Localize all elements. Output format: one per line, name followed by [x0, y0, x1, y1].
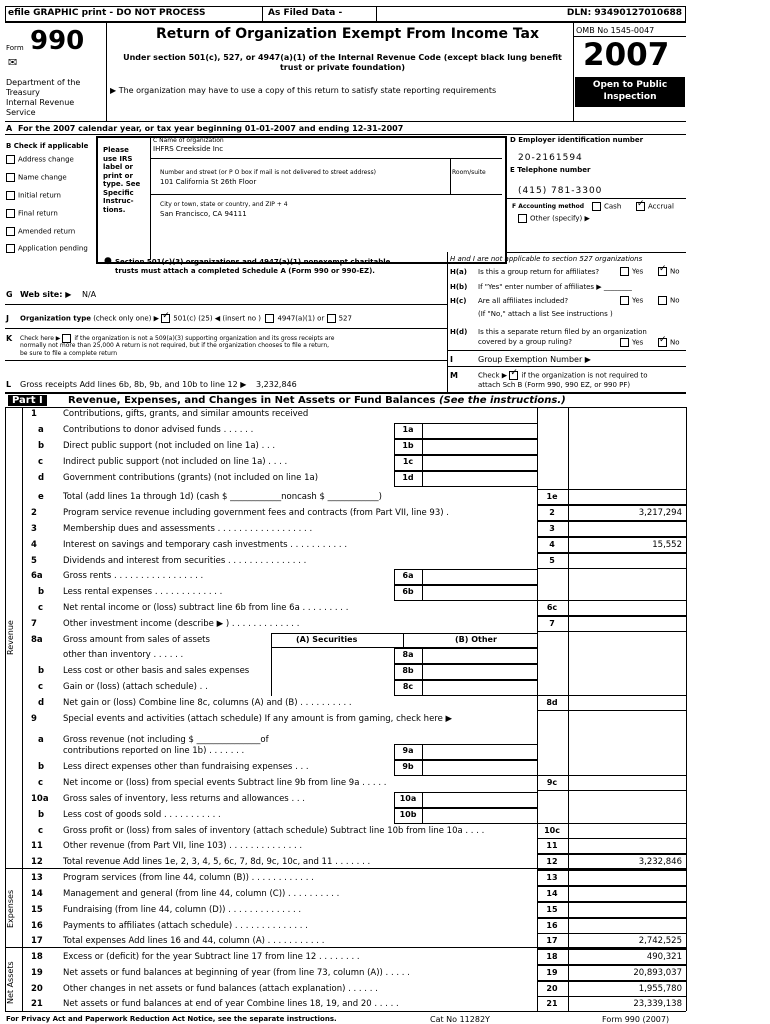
line-description: Excess or (deficit) for the year Subtract line 17 from line 12 . . . . . . . . [63, 952, 360, 962]
org-type-line: Organization type (check only one) ▶ ✓501(c) (25) ◀ (insert no ) 4947(a)(1) or 527 [20, 314, 352, 323]
amount-line-label: 20 [546, 984, 558, 993]
line-description: Gross amount from sales of assets [63, 635, 210, 645]
line-number: b [38, 587, 45, 597]
org-type-4947-checkbox[interactable] [265, 314, 274, 323]
line-number: c [38, 826, 44, 836]
accrual-option[interactable]: ✓ Accrual [636, 202, 674, 211]
line-number: 13 [31, 873, 43, 883]
hd-yes[interactable]: Yes [620, 338, 643, 347]
gross-receipts-value[interactable]: 3,232,846 [256, 380, 297, 389]
line-number: 2 [31, 508, 37, 518]
ein-value[interactable]: 20-2161594 [518, 153, 583, 163]
hc-yes[interactable]: Yes [620, 296, 643, 305]
line-description: Total revenue Add lines 1e, 2, 3, 4, 5, 6c, 7, 8d, 9c, 10c, and 11 . . . . . . . [63, 857, 371, 867]
line-number: 9 [31, 714, 37, 724]
k-text4: be sure to file a complete return [20, 350, 118, 357]
line-description: Gross revenue (not including $ _______________of [63, 735, 269, 745]
ha-no-checkbox[interactable] [658, 267, 667, 276]
hc-note: (If "No," attach a list See instructions ) [478, 310, 613, 318]
other-method-checkbox[interactable] [518, 214, 527, 223]
line-number: 8a [31, 635, 43, 645]
section-501-text2: trusts must attach a completed Schedule A (Form 990 or 990-EZ). [115, 267, 375, 275]
line-number: e [38, 492, 44, 502]
subline-label: 1b [402, 441, 414, 450]
hd-text2: covered by a group ruling? [478, 338, 572, 346]
subline-label: 1c [402, 457, 414, 466]
form-title: Return of Organization Exempt From Income Tax [156, 26, 540, 42]
line-description: Less direct expenses other than fundraising expenses . . . [63, 762, 309, 772]
line-description: Membership dues and assessments . . . . . . . . . . . . . . . . . . [63, 524, 313, 534]
m-checkbox[interactable] [509, 371, 518, 380]
subline-label: 1d [402, 473, 414, 482]
line-description: Net assets or fund balances at end of year Combine lines 18, 19, and 20 . . . . . [63, 999, 399, 1009]
line-description: Program services (from line 44, column (B)) . . . . . . . . . . . . [63, 873, 314, 883]
expenses-side-label: Expenses [6, 889, 15, 928]
ha-label: H(a) [450, 268, 467, 276]
street-label: Number and street (or P O box if mail is not delivered to street address) [160, 169, 376, 176]
line-number: 15 [31, 905, 43, 915]
phone-label: E Telephone number [510, 166, 591, 174]
line-number: 12 [31, 857, 43, 867]
line-number: 1 [31, 409, 37, 419]
hc-yes-checkbox[interactable] [620, 296, 629, 305]
subline-label: 6b [402, 587, 414, 596]
line-number: 11 [31, 841, 43, 851]
final-return[interactable]: Final return [6, 209, 58, 218]
amount-line-label: 12 [546, 857, 558, 866]
amount-line-label: 8d [546, 698, 558, 707]
line-description: Contributions, gifts, grants, and similar amounts received [63, 409, 309, 419]
line-number: 17 [31, 936, 43, 946]
ein-label: D Employer identification number [510, 136, 644, 144]
form-label: Form [6, 44, 24, 52]
section-501-text1: Section 501(c)(3) organizations and 4947(a)(1) nonexempt charitable [115, 258, 391, 266]
dln: DLN: 93490127010688 [566, 8, 682, 18]
line-number: 21 [31, 999, 43, 1009]
address-change[interactable]: Address change [6, 155, 74, 164]
amount-line-label: 9c [546, 778, 558, 787]
cash-option[interactable]: Cash [592, 202, 621, 211]
line-description: Indirect public support (not included on line 1a) . . . . [63, 457, 288, 467]
amount-value[interactable]: 20,893,037 [633, 968, 682, 978]
amount-line-label: 17 [546, 936, 558, 945]
part1-title: Revenue, Expenses, and Changes in Net Assets or Fund Balances (See the instructions.) [68, 395, 566, 406]
open-to-public: Open to Public Inspection [575, 77, 685, 107]
line-description: Total expenses Add lines 16 and 44, column (A) . . . . . . . . . . . [63, 936, 325, 946]
amount-line-label: 3 [549, 524, 555, 533]
amount-value[interactable]: 23,339,138 [633, 999, 682, 1009]
subline-label: 10a [399, 794, 417, 803]
line-number: 20 [31, 984, 43, 994]
ha-no[interactable]: ✓ No [658, 267, 680, 276]
l-text: Gross receipts Add lines 6b, 8b, 9b, and 10b to line 12 ▶ [20, 380, 247, 389]
amended-return-checkbox[interactable] [6, 227, 15, 236]
amount-line-label: 4 [549, 540, 555, 549]
line-description: Dividends and interest from securities . . . . . . . . . . . . . . . [63, 556, 307, 566]
line-number: b [38, 441, 45, 451]
line-number: b [38, 810, 45, 820]
form-number: 990 [30, 26, 85, 56]
amount-value[interactable]: 3,217,294 [638, 508, 682, 518]
amount-value[interactable]: 2,742,525 [638, 936, 682, 946]
website-value[interactable]: N/A [82, 290, 97, 299]
org-type-501c-checkbox[interactable] [161, 314, 170, 323]
line-description: Interest on savings and temporary cash investments . . . . . . . . . . . [63, 540, 348, 550]
line-description: Other changes in net assets or fund balances (attach explanation) . . . . . . [63, 984, 378, 994]
amount-line-label: 2 [549, 508, 555, 517]
address-change-checkbox[interactable] [6, 155, 15, 164]
line-description: Net assets or fund balances at beginning of year (from line 73, column (A)) . . . . . [63, 968, 410, 978]
line-number: a [38, 425, 44, 435]
top-banner [5, 6, 686, 22]
line-description: Gross sales of inventory, less returns and allowances . . . [63, 794, 305, 804]
line-number: 18 [31, 952, 43, 962]
amount-line-label: 7 [549, 619, 555, 628]
ha-text: Is this a group return for affiliates? [478, 268, 600, 276]
subline-label: 8a [402, 650, 414, 659]
line-number: 7 [31, 619, 37, 629]
accrual-checkbox[interactable] [636, 202, 645, 211]
accounting-method-label: F Accounting method [512, 203, 585, 210]
line-description: Less cost or other basis and sales expenses [63, 666, 250, 676]
line-number: c [38, 682, 44, 692]
line-description: Net rental income or (loss) subtract line 6b from line 6a . . . . . . . . . [63, 603, 349, 613]
line-number: 4 [31, 540, 37, 550]
h-intro: H and I are not applicable to section 527 organizations [450, 255, 643, 263]
line-description: Net gain or (loss) Combine line 8c, columns (A) and (B) . . . . . . . . . . [63, 698, 352, 708]
part1-label: Part I [8, 395, 47, 406]
org-name-label: C Name of organization [153, 137, 224, 144]
hd-no-checkbox[interactable] [658, 338, 667, 347]
form-icon: ✉ [8, 56, 18, 69]
banner-left: efile GRAPHIC print - DO NOT PROCESS [8, 8, 206, 18]
amount-line-label: 15 [546, 905, 558, 914]
room-label: Room/suite [452, 169, 486, 176]
line-description: Less cost of goods sold . . . . . . . . . . . [63, 810, 221, 820]
hd-no[interactable]: ✓ No [658, 338, 680, 347]
hd-yes-checkbox[interactable] [620, 338, 629, 347]
amount-value[interactable]: 1,955,780 [638, 984, 682, 994]
line-number: 5 [31, 556, 37, 566]
line-description: Other investment income (describe ▶ ) . . . . . . . . . . . . . [63, 619, 300, 629]
amount-value[interactable]: 15,552 [652, 540, 682, 550]
line-description: Fundraising (from line 44, column (D)) . . . . . . . . . . . . . . [63, 905, 302, 915]
ha-yes[interactable]: Yes [620, 267, 643, 276]
line-description: Less rental expenses . . . . . . . . . . . . . [63, 587, 223, 597]
omb-number: OMB No 1545-0047 [576, 26, 655, 35]
i-label: I [450, 355, 453, 364]
name-change[interactable]: Name change [6, 173, 67, 182]
g-label: G [6, 290, 13, 299]
subline-label: 6a [402, 571, 414, 580]
org-type-527-checkbox[interactable] [327, 314, 336, 323]
m-text: Check ▶ ✓if the organization is not required to [478, 371, 648, 380]
amount-line-label: 10c [544, 826, 560, 835]
cash-checkbox[interactable] [592, 202, 601, 211]
subline-label: 1a [402, 425, 414, 434]
line-number: b [38, 666, 45, 676]
amount-line-label: 19 [546, 968, 558, 977]
col-other-header: (B) Other [455, 635, 497, 644]
line-number: c [38, 778, 44, 788]
department: Department of the Treasury Internal Revenue Service [6, 78, 81, 117]
line-number: 3 [31, 524, 37, 534]
amount-line-label: 5 [549, 556, 555, 565]
line-number: d [38, 698, 45, 708]
section-b-title: B Check if applicable [6, 142, 89, 150]
amount-line-label: 14 [546, 889, 558, 898]
col-securities-header: (A) Securities [296, 635, 358, 644]
subline-label: 8c [402, 682, 414, 691]
bullet-icon: ● [104, 256, 112, 266]
amount-line-label: 1e [546, 492, 558, 501]
amount-line-label: 11 [546, 841, 558, 850]
amount-line-label: 6c [546, 603, 558, 612]
line-description: other than inventory . . . . . . [63, 650, 184, 660]
application-pending-checkbox[interactable] [6, 244, 15, 253]
i-text: Group Exemption Number ▶ [478, 355, 591, 364]
revenue-side-label: Revenue [6, 620, 15, 655]
form-subtitle: Under section 501(c), 527, or 4947(a)(1) of the Internal Revenue Code (except black lung benefit trust or private foundation) [123, 53, 562, 72]
line-number: 16 [31, 921, 43, 931]
line-number: d [38, 473, 45, 483]
banner-mid: As Filed Data - [268, 8, 343, 18]
line-number: c [38, 457, 44, 467]
org-name[interactable]: IHFRS Creekside Inc [153, 145, 224, 153]
please-use-label: Please use IRS label or print or type. See Specific Instruc- tions. [103, 146, 141, 214]
ha-yes-checkbox[interactable] [620, 267, 629, 276]
line-description: Special events and activities (attach schedule) If any amount is from gaming, check here ▶ [63, 714, 453, 724]
hc-label: H(c) [450, 297, 467, 305]
hb-text: If "Yes" enter number of affiliates ▶ ________ [478, 283, 632, 291]
line-description: Gross rents . . . . . . . . . . . . . . . . . [63, 571, 204, 581]
line-number: 19 [31, 968, 43, 978]
hd-text1: Is this a separate return filed by an organization [478, 328, 647, 336]
form-footer: Form 990 (2007) [602, 1015, 670, 1024]
line-description: contributions reported on line 1b) . . . . . . . [63, 746, 245, 756]
other-method-option[interactable]: Other (specify) ▶ [518, 214, 590, 223]
subline-label: 9b [402, 762, 414, 771]
line-description: Gain or (loss) (attach schedule) . . [63, 682, 208, 692]
line-description: Total (add lines 1a through 1d) (cash $ ____________noncash $ ____________) [63, 492, 382, 502]
final-return-checkbox[interactable] [6, 209, 15, 218]
line-description: Net income or (loss) from special events Subtract line 9b from line 9a . . . . . [63, 778, 387, 788]
l-label: L [6, 380, 12, 389]
j-label: J [6, 314, 9, 323]
subline-label: 8b [402, 666, 414, 675]
amount-line-label: 13 [546, 873, 558, 882]
line-description: Other revenue (from Part VII, line 103) . . . . . . . . . . . . . . [63, 841, 303, 851]
amount-value[interactable]: 490,321 [646, 952, 682, 962]
m-label: M [450, 371, 458, 380]
amended-return[interactable]: Amended return [6, 227, 75, 236]
line-number: a [38, 735, 44, 745]
line-a-label: A [6, 124, 13, 133]
k-text: Check here ▶ if the organization is not a 509(a)(3) supporting organization and its gross receipts are [20, 335, 335, 342]
line-description: Management and general (from line 44, column (C)) . . . . . . . . . . [63, 889, 340, 899]
line-number: 10a [31, 794, 49, 804]
line-description: Payments to affiliates (attach schedule) . . . . . . . . . . . . . . [63, 921, 308, 931]
website-label: Web site: ▶ [20, 290, 72, 299]
line-description: Gross profit or (loss) from sales of inventory (attach schedule) Subtract line 10b from line 10a . . . . [63, 826, 485, 836]
initial-return[interactable]: Initial return [6, 191, 61, 200]
cat-number: Cat No 11282Y [430, 1015, 490, 1024]
line-description: Contributions to donor advised funds . . . . . . [63, 425, 254, 435]
subline-label: 10b [399, 810, 417, 819]
phone-value[interactable]: (415) 781-3300 [518, 186, 603, 196]
amount-line-label: 16 [546, 921, 558, 930]
application-pending[interactable]: Application pending [6, 244, 88, 253]
hc-no[interactable]: No [658, 296, 680, 305]
notice-text: ▶ The organization may have to use a copy of this return to satisfy state reporting requirements [110, 86, 497, 95]
city-state-zip[interactable]: San Francisco, CA 94111 [160, 210, 247, 218]
line-number: c [38, 603, 44, 613]
amount-value[interactable]: 3,232,846 [638, 857, 682, 867]
subline-label: 9a [402, 746, 414, 755]
hc-text: Are all affiliates included? [478, 297, 569, 305]
k-label: K [6, 334, 13, 343]
amount-line-label: 21 [546, 999, 558, 1008]
line-a-text: For the 2007 calendar year, or tax year beginning 01-01-2007 and ending 12-31-2007 [18, 124, 404, 133]
line-description: Government contributions (grants) (not included on line 1a) [63, 473, 319, 483]
name-change-checkbox[interactable] [6, 173, 15, 182]
m-text3: attach Sch B (Form 990, 990 EZ, or 990 PF) [478, 381, 631, 389]
line-description: Direct public support (not included on line 1a) . . . [63, 441, 276, 451]
hd-label: H(d) [450, 328, 468, 336]
privacy-notice: For Privacy Act and Paperwork Reduction Act Notice, see the separate instructions. [6, 1015, 337, 1023]
line-number: b [38, 762, 45, 772]
hc-no-checkbox[interactable] [658, 296, 667, 305]
initial-return-checkbox[interactable] [6, 191, 15, 200]
line-description: Program service revenue including government fees and contracts (from Part VII, line 93) . [63, 508, 449, 518]
line-number: 6a [31, 571, 43, 581]
street-address[interactable]: 101 California St 26th Floor [160, 178, 257, 186]
org-info-box [96, 136, 507, 264]
city-label: City or town, state or country, and ZIP + 4 [160, 201, 288, 208]
k-text3: normally not more than 25,000 A return is not required, but if the organization chooses to file a return, [20, 342, 330, 349]
line-number: 14 [31, 889, 43, 899]
tax-year: 2007 [583, 37, 670, 73]
amount-line-label: 18 [546, 952, 558, 961]
net-assets-side-label: Net Assets [6, 961, 15, 1004]
hb-label: H(b) [450, 283, 468, 291]
